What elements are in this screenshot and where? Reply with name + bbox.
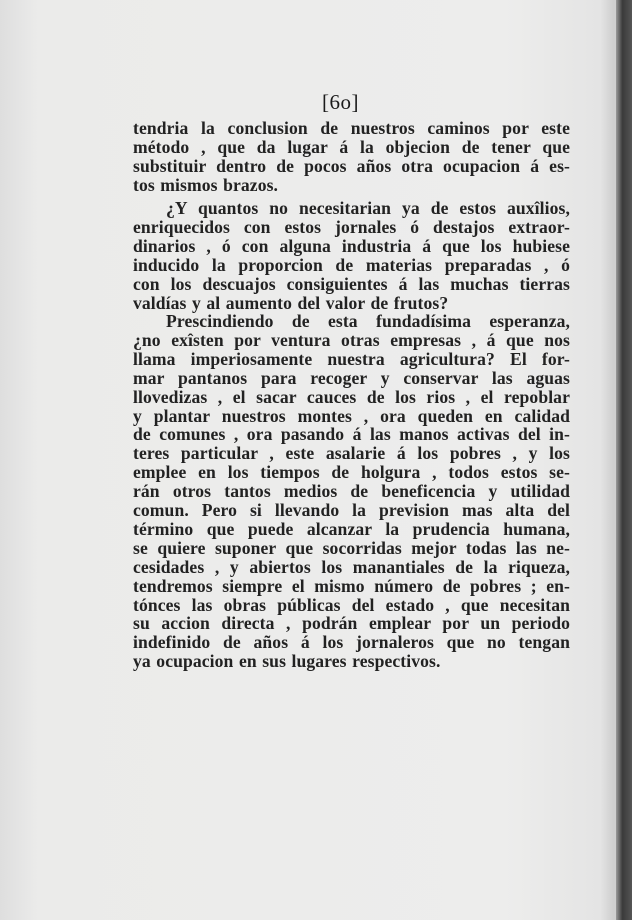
text-line: su accion directa , podrán emplear por un periodo: [133, 613, 570, 634]
page-edge-shadow: [616, 0, 632, 920]
text-line: llama imperiosamente nuestra agricultura? El for-: [133, 348, 570, 369]
text-line: ¿no exîsten por ventura otras empresas , á que nos: [133, 329, 570, 350]
text-line: ya ocupacion en sus lugares respectivos.: [133, 651, 441, 672]
text-line: comun. Pero si llevando la prevision mas alta del: [133, 500, 570, 520]
text-line: Prescindiendo de esta fundadísima esperanza,: [166, 311, 570, 331]
text-line: inducido la proporcion de materias preparadas , ó: [133, 254, 570, 275]
page-number: [6o]: [322, 90, 359, 114]
text-line: y plantar nuestros montes , ora queden en calidad: [133, 405, 570, 426]
text-line: rán otros tantos medios de beneficencia y utilidad: [133, 481, 570, 502]
text-line: de comunes , ora pasando á las manos activas del in-: [133, 424, 570, 445]
text-line: cesidades , y abiertos los manantiales de la riqueza,: [133, 556, 570, 577]
text-line: indefinido de años á los jornaleros que no tengan: [133, 632, 570, 653]
text-line: enriquecidos con estos jornales ó destajos extraor-: [133, 216, 570, 237]
text-line: dinarios , ó con alguna industria á que los hubiese: [133, 235, 570, 256]
text-line: tendremos siempre el mismo número de pobres ; en-: [133, 575, 570, 596]
text-line: se quiere suponer que socorridas mejor todas las ne-: [133, 537, 570, 558]
text-line: teres particular , este asalarie á los pobres , y los: [133, 443, 570, 464]
text-line: emplee en los tiempos de holgura , todos estos se-: [133, 462, 570, 483]
text-line: mar pantanos para recoger y conservar las aguas: [133, 367, 570, 388]
text-line: tendria la conclusion de nuestros caminos por este: [133, 118, 570, 138]
text-line: con los descuajos consiguientes á las muchas tierras: [133, 273, 570, 294]
text-line: ¿Y quantos no necesitarian ya de estos auxîlios,: [166, 198, 570, 218]
text-line: método , que da lugar á la objecion de tener que: [133, 136, 570, 157]
text-line: tónces las obras públicas del estado , que necesitan: [133, 594, 570, 615]
text-line: término que puede alcanzar la prudencia humana,: [133, 518, 570, 539]
text-line: tos mismos brazos.: [133, 174, 279, 195]
text-line: llovedizas , el sacar cauces de los rios , el repoblar: [133, 386, 570, 407]
text-line: substituir dentro de pocos años otra ocupacion á es-: [133, 155, 570, 176]
text-line: valdías y al aumento del valor de frutos?: [133, 292, 449, 313]
